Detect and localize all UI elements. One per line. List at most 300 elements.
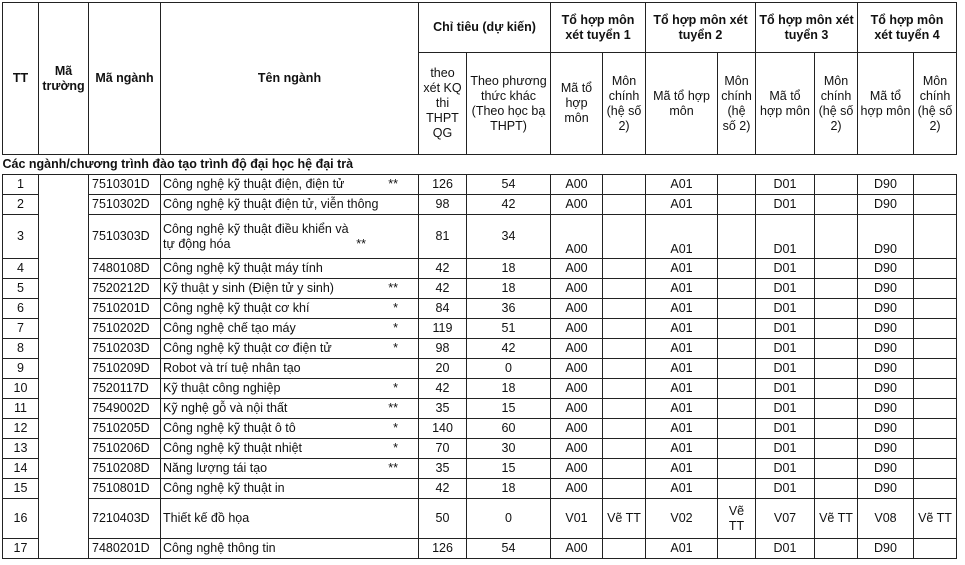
cell-th3: V07: [756, 499, 815, 539]
cell-ten-nganh: [161, 539, 419, 559]
cell-ma-nganh: 7480201D: [89, 539, 161, 559]
cell-ten-nganh: [161, 215, 419, 259]
cell-mc4: [914, 359, 957, 379]
cell-ma-nganh: 7510209D: [89, 359, 161, 379]
cell-mc2: [718, 319, 756, 339]
ten-nganh-wrap: [163, 401, 418, 416]
cell-th1: A00: [551, 215, 603, 259]
cell-mc1: [603, 399, 646, 419]
cell-th1: A00: [551, 419, 603, 439]
ten-nganh-wrap: [163, 177, 418, 192]
cell-ma-nganh: 7520117D: [89, 379, 161, 399]
cell-mc4: [914, 195, 957, 215]
cell-khac: 18: [467, 379, 551, 399]
table-row: [3, 399, 957, 419]
ten-nganh-mark: *: [393, 321, 398, 335]
cell-th3: D01: [756, 259, 815, 279]
ten-nganh-mark: *: [393, 381, 398, 395]
ten-nganh-mark: **: [388, 461, 398, 475]
ten-nganh-mark: *: [393, 441, 398, 455]
cell-ten-nganh: [161, 459, 419, 479]
cell-ma-nganh: 7510203D: [89, 339, 161, 359]
cell-kq: 42: [419, 259, 467, 279]
header-ma-to-hop-3: Mã tổ hợp môn: [756, 53, 815, 155]
cell-khac: 60: [467, 419, 551, 439]
header-kq-thpt: theo xét KQ thi THPT QG: [419, 53, 467, 155]
cell-th3: D01: [756, 539, 815, 559]
header-to-hop-2: Tổ hợp môn xét tuyển 2: [646, 3, 756, 53]
cell-khac: 54: [467, 539, 551, 559]
cell-khac: 51: [467, 319, 551, 339]
header-mon-chinh-3: Môn chính (hệ số 2): [815, 53, 858, 155]
cell-tt: 4: [3, 259, 39, 279]
cell-th4: D90: [858, 399, 914, 419]
ten-nganh-wrap: [163, 321, 418, 336]
cell-tt: 2: [3, 195, 39, 215]
ten-nganh-wrap: [163, 222, 418, 252]
cell-th3: D01: [756, 319, 815, 339]
cell-ten-nganh: [161, 479, 419, 499]
cell-khac: 36: [467, 299, 551, 319]
section-title: Các ngành/chương trình đào tạo trình độ đại học hệ đại trà: [3, 155, 957, 175]
table-row: [3, 195, 957, 215]
cell-mc3: [815, 379, 858, 399]
ten-nganh-text: Công nghệ kỹ thuật cơ khí: [163, 301, 310, 315]
cell-kq: 98: [419, 339, 467, 359]
header-ma-nganh: Mã ngành: [89, 3, 161, 155]
cell-ma-nganh: 7510303D: [89, 215, 161, 259]
cell-kq: 42: [419, 379, 467, 399]
cell-ten-nganh: [161, 439, 419, 459]
cell-ten-nganh: [161, 419, 419, 439]
cell-th1: A00: [551, 339, 603, 359]
cell-mc1: [603, 339, 646, 359]
cell-th4: D90: [858, 539, 914, 559]
cell-mc4: [914, 175, 957, 195]
cell-mc1: [603, 539, 646, 559]
cell-khac: 0: [467, 359, 551, 379]
cell-th2: A01: [646, 459, 718, 479]
table-row: [3, 479, 957, 499]
cell-mc2: [718, 215, 756, 259]
cell-th4: D90: [858, 439, 914, 459]
cell-mc2: [718, 539, 756, 559]
cell-mc1: [603, 175, 646, 195]
cell-th4: D90: [858, 299, 914, 319]
cell-th2: A01: [646, 279, 718, 299]
cell-kq: 126: [419, 539, 467, 559]
ten-nganh-text: Công nghệ kỹ thuật ô tô: [163, 421, 296, 435]
cell-th1: A00: [551, 359, 603, 379]
cell-mc4: Vẽ TT: [914, 499, 957, 539]
cell-mc1: Vẽ TT: [603, 499, 646, 539]
ten-nganh-wrap: [163, 481, 418, 496]
ten-nganh-mark: **: [388, 401, 398, 415]
cell-tt: 12: [3, 419, 39, 439]
cell-th3: D01: [756, 339, 815, 359]
cell-kq: 35: [419, 459, 467, 479]
cell-th1: A00: [551, 399, 603, 419]
cell-ma-nganh: 7510801D: [89, 479, 161, 499]
cell-mc2: [718, 259, 756, 279]
cell-th4: D90: [858, 195, 914, 215]
cell-mc4: [914, 339, 957, 359]
header-chi-tieu: Chỉ tiêu (dự kiến): [419, 3, 551, 53]
cell-th1: A00: [551, 459, 603, 479]
table-row: [3, 299, 957, 319]
cell-mc2: [718, 359, 756, 379]
cell-kq: 98: [419, 195, 467, 215]
cell-tt: 6: [3, 299, 39, 319]
cell-mc2: Vẽ TT: [718, 499, 756, 539]
ten-nganh-text: Công nghệ chế tạo máy: [163, 321, 296, 335]
cell-mc1: [603, 479, 646, 499]
cell-th2: A01: [646, 299, 718, 319]
cell-th2: V02: [646, 499, 718, 539]
ten-nganh-text: Công nghệ thông tin: [163, 541, 276, 555]
table-row: [3, 319, 957, 339]
ten-nganh-wrap: [163, 441, 418, 456]
table-row: [3, 459, 957, 479]
cell-th2: A01: [646, 195, 718, 215]
cell-khac: 18: [467, 259, 551, 279]
cell-th2: A01: [646, 215, 718, 259]
cell-ten-nganh: [161, 259, 419, 279]
cell-mc2: [718, 279, 756, 299]
cell-ma-truong: [39, 175, 89, 559]
cell-tt: 8: [3, 339, 39, 359]
cell-mc1: [603, 215, 646, 259]
cell-mc2: [718, 195, 756, 215]
cell-ma-nganh: 7510206D: [89, 439, 161, 459]
header-ma-to-hop-4: Mã tổ hợp môn: [858, 53, 914, 155]
cell-mc1: [603, 459, 646, 479]
cell-ten-nganh: [161, 359, 419, 379]
header-tt: TT: [3, 3, 39, 155]
table-row: [3, 175, 957, 195]
ten-nganh-text: Công nghệ kỹ thuật nhiệt: [163, 441, 302, 455]
cell-mc4: [914, 319, 957, 339]
header-mon-chinh-4: Môn chính (hệ số 2): [914, 53, 957, 155]
ten-nganh-text: Robot và trí tuệ nhân tạo: [163, 361, 301, 375]
ten-nganh-text: Năng lượng tái tạo: [163, 461, 268, 475]
cell-th2: A01: [646, 359, 718, 379]
cell-tt: 14: [3, 459, 39, 479]
cell-mc1: [603, 259, 646, 279]
ten-nganh-wrap: [163, 261, 418, 276]
cell-kq: 140: [419, 419, 467, 439]
cell-ten-nganh: [161, 379, 419, 399]
cell-mc4: [914, 379, 957, 399]
cell-mc2: [718, 175, 756, 195]
cell-tt: 17: [3, 539, 39, 559]
ten-nganh-wrap: [163, 381, 418, 396]
cell-th2: A01: [646, 439, 718, 459]
cell-mc2: [718, 439, 756, 459]
cell-th1: A00: [551, 379, 603, 399]
cell-tt: 7: [3, 319, 39, 339]
cell-mc3: [815, 259, 858, 279]
ten-nganh-text: Công nghệ kỹ thuật in: [163, 481, 285, 495]
cell-th2: A01: [646, 419, 718, 439]
cell-th2: A01: [646, 479, 718, 499]
cell-mc3: [815, 419, 858, 439]
cell-mc1: [603, 379, 646, 399]
cell-mc2: [718, 379, 756, 399]
cell-ma-nganh: 7210403D: [89, 499, 161, 539]
cell-mc3: [815, 439, 858, 459]
cell-th4: D90: [858, 259, 914, 279]
cell-th2: A01: [646, 339, 718, 359]
cell-khac: 15: [467, 399, 551, 419]
cell-mc3: [815, 539, 858, 559]
cell-th3: D01: [756, 279, 815, 299]
cell-mc1: [603, 419, 646, 439]
cell-kq: 70: [419, 439, 467, 459]
cell-mc2: [718, 459, 756, 479]
cell-mc3: [815, 299, 858, 319]
cell-ma-nganh: 7510301D: [89, 175, 161, 195]
cell-khac: 54: [467, 175, 551, 195]
cell-kq: 42: [419, 279, 467, 299]
cell-mc4: [914, 215, 957, 259]
ten-nganh-text: Kỹ thuật y sinh (Điện tử y sinh): [163, 281, 334, 295]
cell-tt: 1: [3, 175, 39, 195]
cell-tt: 9: [3, 359, 39, 379]
cell-khac: 18: [467, 279, 551, 299]
cell-th2: A01: [646, 379, 718, 399]
header-to-hop-1: Tổ hợp môn xét tuyển 1: [551, 3, 646, 53]
cell-tt: 15: [3, 479, 39, 499]
cell-mc3: [815, 459, 858, 479]
ten-nganh-wrap: [163, 197, 418, 212]
cell-ten-nganh: [161, 499, 419, 539]
cell-ten-nganh: [161, 399, 419, 419]
cell-khac: 42: [467, 339, 551, 359]
table-row: [3, 359, 957, 379]
header-ma-to-hop-1: Mã tổ hợp môn: [551, 53, 603, 155]
cell-mc3: Vẽ TT: [815, 499, 858, 539]
cell-th1: V01: [551, 499, 603, 539]
cell-th4: D90: [858, 319, 914, 339]
ten-nganh-text: Thiết kế đồ họa: [163, 511, 250, 525]
header-mon-chinh-1: Môn chính (hệ số 2): [603, 53, 646, 155]
cell-th1: A00: [551, 299, 603, 319]
cell-mc3: [815, 319, 858, 339]
cell-tt: 11: [3, 399, 39, 419]
cell-kq: 20: [419, 359, 467, 379]
header-ma-to-hop-2: Mã tổ hợp môn: [646, 53, 718, 155]
ten-nganh-text: Công nghệ kỹ thuật điều khiển và tự động hóa: [163, 221, 349, 251]
cell-th1: A00: [551, 279, 603, 299]
table-row: [3, 339, 957, 359]
table-row: [3, 419, 957, 439]
cell-th3: D01: [756, 299, 815, 319]
cell-kq: 81: [419, 215, 467, 259]
cell-kq: 126: [419, 175, 467, 195]
cell-mc3: [815, 195, 858, 215]
cell-mc3: [815, 279, 858, 299]
cell-th3: D01: [756, 175, 815, 195]
cell-ma-nganh: 7510208D: [89, 459, 161, 479]
cell-mc2: [718, 479, 756, 499]
cell-th3: D01: [756, 215, 815, 259]
cell-kq: 35: [419, 399, 467, 419]
cell-kq: 42: [419, 479, 467, 499]
cell-mc3: [815, 339, 858, 359]
cell-ma-nganh: 7549002D: [89, 399, 161, 419]
table-row: [3, 539, 957, 559]
header-to-hop-4: Tổ hợp môn xét tuyển 4: [858, 3, 957, 53]
ten-nganh-mark: *: [393, 421, 398, 435]
cell-th4: D90: [858, 479, 914, 499]
cell-th4: D90: [858, 359, 914, 379]
cell-mc3: [815, 215, 858, 259]
ten-nganh-text: Công nghệ kỹ thuật điện, điện tử: [163, 177, 345, 191]
cell-th3: D01: [756, 195, 815, 215]
cell-th1: A00: [551, 259, 603, 279]
cell-khac: 42: [467, 195, 551, 215]
admission-table: [2, 2, 957, 559]
ten-nganh-wrap: [163, 541, 418, 556]
cell-th2: A01: [646, 319, 718, 339]
cell-mc4: [914, 279, 957, 299]
cell-kq: 119: [419, 319, 467, 339]
cell-th4: D90: [858, 459, 914, 479]
ten-nganh-text: Kỹ nghệ gỗ và nội thất: [163, 401, 288, 415]
cell-mc4: [914, 299, 957, 319]
cell-mc1: [603, 359, 646, 379]
cell-mc1: [603, 195, 646, 215]
ten-nganh-wrap: [163, 281, 418, 296]
cell-tt: 5: [3, 279, 39, 299]
cell-ten-nganh: [161, 175, 419, 195]
ten-nganh-mark: **: [356, 236, 366, 251]
cell-th2: A01: [646, 175, 718, 195]
table-row: [3, 215, 957, 259]
cell-mc2: [718, 299, 756, 319]
cell-khac: 18: [467, 479, 551, 499]
cell-th3: D01: [756, 359, 815, 379]
ten-nganh-text: Công nghệ kỹ thuật máy tính: [163, 261, 323, 275]
cell-mc1: [603, 279, 646, 299]
header-phuong-thuc-khac: Theo phương thức khác (Theo học bạ THPT): [467, 53, 551, 155]
cell-mc1: [603, 319, 646, 339]
ten-nganh-wrap: [163, 511, 418, 526]
cell-ma-nganh: 7520212D: [89, 279, 161, 299]
cell-mc1: [603, 299, 646, 319]
cell-th4: D90: [858, 419, 914, 439]
cell-mc3: [815, 479, 858, 499]
cell-khac: 30: [467, 439, 551, 459]
cell-kq: 84: [419, 299, 467, 319]
cell-mc3: [815, 359, 858, 379]
cell-mc4: [914, 399, 957, 419]
cell-th4: V08: [858, 499, 914, 539]
header-to-hop-3: Tổ hợp môn xét tuyển 3: [756, 3, 858, 53]
cell-ma-nganh: 7510201D: [89, 299, 161, 319]
cell-th1: A00: [551, 539, 603, 559]
table-row: [3, 259, 957, 279]
cell-th2: A01: [646, 259, 718, 279]
cell-th4: D90: [858, 379, 914, 399]
cell-khac: 0: [467, 499, 551, 539]
cell-mc2: [718, 399, 756, 419]
cell-th4: D90: [858, 215, 914, 259]
cell-th1: A00: [551, 195, 603, 215]
cell-th1: A00: [551, 175, 603, 195]
ten-nganh-text: Kỹ thuật công nghiệp: [163, 381, 281, 395]
cell-th1: A00: [551, 439, 603, 459]
cell-khac: 34: [467, 215, 551, 259]
cell-th3: D01: [756, 399, 815, 419]
cell-tt: 16: [3, 499, 39, 539]
table-row: [3, 279, 957, 299]
cell-mc4: [914, 419, 957, 439]
cell-ma-nganh: 7510205D: [89, 419, 161, 439]
cell-th1: A00: [551, 319, 603, 339]
table-row: [3, 499, 957, 539]
ten-nganh-wrap: [163, 461, 418, 476]
cell-th3: D01: [756, 419, 815, 439]
cell-th1: A00: [551, 479, 603, 499]
cell-th3: D01: [756, 439, 815, 459]
cell-mc2: [718, 339, 756, 359]
cell-ten-nganh: [161, 299, 419, 319]
ten-nganh-wrap: [163, 301, 418, 316]
cell-ten-nganh: [161, 195, 419, 215]
ten-nganh-wrap: [163, 361, 418, 376]
cell-ma-nganh: 7480108D: [89, 259, 161, 279]
cell-ten-nganh: [161, 339, 419, 359]
cell-th3: D01: [756, 479, 815, 499]
cell-ten-nganh: [161, 279, 419, 299]
ten-nganh-text: Công nghệ kỹ thuật điện tử, viễn thông: [163, 197, 379, 211]
ten-nganh-text: Công nghệ kỹ thuật cơ điện tử: [163, 341, 332, 355]
table-row: [3, 379, 957, 399]
cell-tt: 3: [3, 215, 39, 259]
ten-nganh-mark: *: [393, 301, 398, 315]
cell-th4: D90: [858, 339, 914, 359]
header-ten-nganh: Tên ngành: [161, 3, 419, 155]
cell-khac: 15: [467, 459, 551, 479]
cell-mc2: [718, 419, 756, 439]
cell-tt: 13: [3, 439, 39, 459]
cell-ma-nganh: 7510302D: [89, 195, 161, 215]
cell-th2: A01: [646, 399, 718, 419]
header-mon-chinh-2: Môn chính (hệ số 2): [718, 53, 756, 155]
cell-th4: D90: [858, 175, 914, 195]
ten-nganh-wrap: [163, 421, 418, 436]
header-ma-truong: Mã trường: [39, 3, 89, 155]
ten-nganh-mark: **: [388, 281, 398, 295]
cell-th3: D01: [756, 459, 815, 479]
cell-mc3: [815, 175, 858, 195]
cell-mc4: [914, 459, 957, 479]
cell-mc4: [914, 259, 957, 279]
cell-th4: D90: [858, 279, 914, 299]
cell-tt: 10: [3, 379, 39, 399]
cell-mc4: [914, 439, 957, 459]
cell-th3: D01: [756, 379, 815, 399]
cell-mc3: [815, 399, 858, 419]
cell-mc1: [603, 439, 646, 459]
cell-kq: 50: [419, 499, 467, 539]
table-row: [3, 439, 957, 459]
cell-th2: A01: [646, 539, 718, 559]
ten-nganh-mark: *: [393, 341, 398, 355]
cell-mc4: [914, 539, 957, 559]
